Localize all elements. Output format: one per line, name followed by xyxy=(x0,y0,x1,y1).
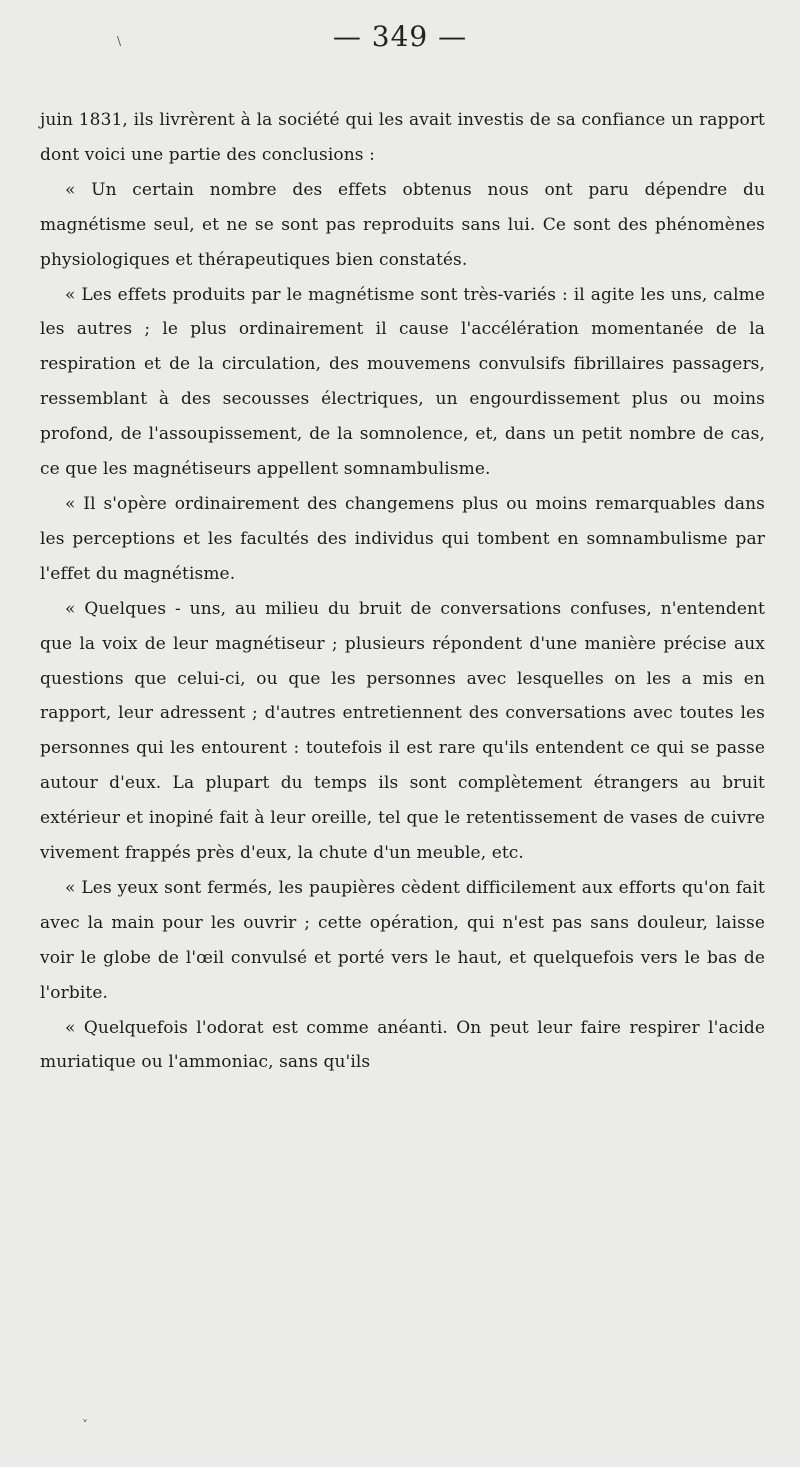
page-number: — 349 — xyxy=(332,20,468,53)
paragraph: « Quelques - uns, au milieu du bruit de conversations confuses, n'entendent que la voix de leur magnétiseur ; plusieurs répondent d'une manière précise aux questions que celui-ci, ou que les personnes avec lesquelles on les a mis en rapport, leur adressent ; d'autres entretiennent des conversations avec toutes les personnes qui les entourent : toutefois il est rare qu'ils entendent ce qui se passe autour d'eux. La plupart du temps ils sont complètement étrangers au bruit extérieur et inopiné fait à leur oreille, tel que le retentissement de vases de cuivre vivement frappés près d'eux, la chute d'un meuble, etc. xyxy=(40,598,765,864)
paragraph: « Les effets produits par le magnétisme sont très-variés : il agite les uns, calme les autres ; le plus ordinairement il cause l'accélération momentanée de la respiration et de la circulation, des mouvemens convulsifs fibrillaires passagers, ressemblant à des secousses électriques, un engourdissement plus ou moins profond, de l'assoupissement, de la somnolence, et, dans un petit nombre de cas, ce que les magnétiseurs appellent somnambulisme. xyxy=(40,284,765,480)
page-speck-mark: \ xyxy=(117,34,122,48)
paragraph: « Quelquefois l'odorat est comme anéanti. On peut leur faire respirer l'acide muriatique ou l'ammoniac, sans qu'ils xyxy=(40,1017,765,1073)
paragraph: « Un certain nombre des effets obtenus nous ont paru dépendre du magnétisme seul, et ne se sont pas reproduits sans lui. Ce sont des phénomènes physiologiques et thérapeutiques bien constatés. xyxy=(40,179,765,270)
page-speck-mark: ˅ xyxy=(82,1418,88,1432)
paragraph: « Les yeux sont fermés, les paupières cèdent difficilement aux efforts qu'on fait avec la main pour les ouvrir ; cette opération, qui n'est pas sans douleur, laisse voir le globe de l'œil convulsé et porté vers le haut, et quelquefois vers le bas de l'orbite. xyxy=(40,877,765,1003)
paragraph: juin 1831, ils livrèrent à la société qui les avait investis de sa confiance un rapport dont voici une partie des conclusions : xyxy=(40,110,765,165)
paragraph: « Il s'opère ordinairement des changemens plus ou moins remarquables dans les perceptions et les facultés des individus qui tombent en somnambulisme par l'effet du magnétisme. xyxy=(40,493,765,584)
body-text xyxy=(40,103,765,1080)
